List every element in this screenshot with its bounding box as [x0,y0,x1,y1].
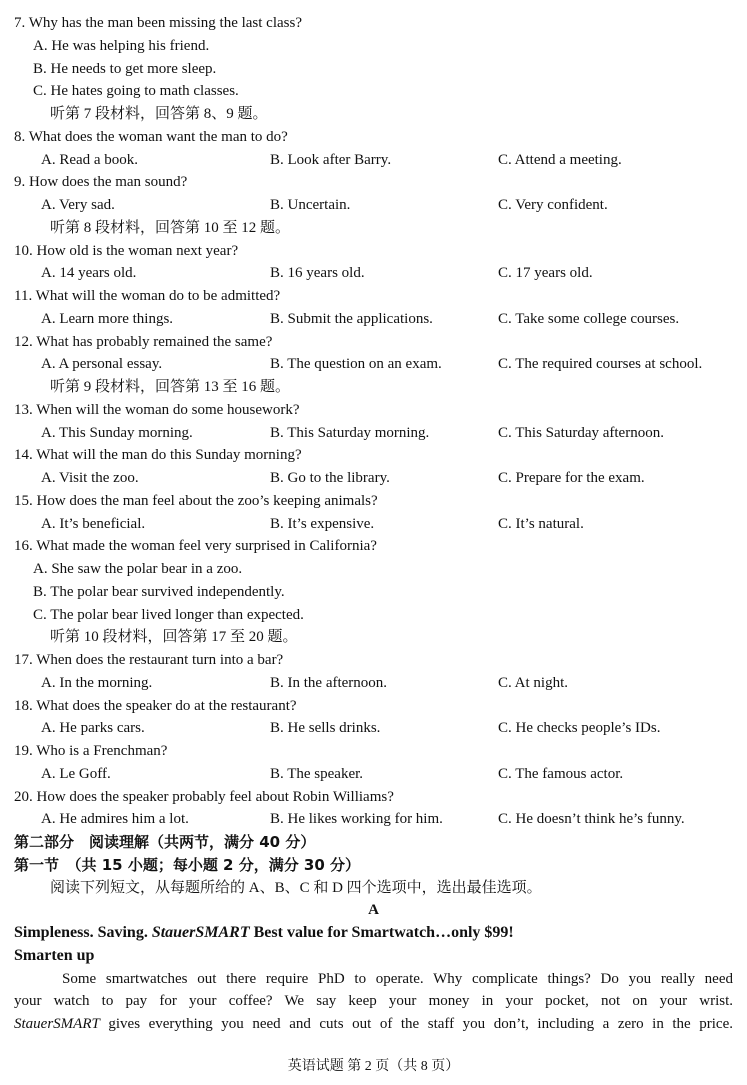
question-text: 14. What will the man do this Sunday morning? [14,447,302,464]
option-b: B. He likes working for him. [270,811,443,828]
option-b: B. In the afternoon. [270,674,388,691]
answer-options-row [0,262,747,285]
part2-heading: 第二部分 阅读理解（共两节，满分 40 分） [14,833,316,851]
answer-options-row [0,353,747,376]
paragraph-line: your watch to pay for your coffee? We say keep your money in your pocket, not on your wrist. [14,993,733,1010]
answer-options-row [0,149,747,172]
answer-option: A. She saw the polar bear in a zoo. [33,561,243,577]
question-text: 10. How old is the woman next year? [14,242,239,259]
reading-instructions: 阅读下列短文，从每题所给的 A、B、C 和 D 四个选项中，选出最佳选项。 [50,879,542,896]
option-c: C. It’s natural. [498,515,584,532]
option-c: C. He doesn’t think he’s funny. [498,811,685,828]
exam-page [0,12,747,1036]
option-c: C. He checks people’s IDs. [498,720,661,737]
option-a: A. A personal essay. [41,356,163,373]
title-brand: StauerSMART [151,924,250,941]
option-c: C. The famous actor. [498,765,624,782]
option-a: A. Read a book. [41,151,139,168]
option-c: C. 17 years old. [498,265,593,282]
option-c: C. Take some college courses. [498,310,680,327]
answer-option: B. The polar bear survived independently. [33,583,285,600]
answer-options-row [0,308,747,331]
answer-option: C. The polar bear lived longer than expected. [33,606,304,623]
passage-label: A [368,902,379,919]
passage-title [0,922,747,945]
answer-options-row [0,717,747,740]
title-post: Best value for Smartwatch…only $99! [249,924,514,941]
answer-options-row [0,672,747,695]
answer-options-row [0,467,747,490]
question-text: 18. What does the speaker do at the restaurant? [14,697,297,714]
question-text: 19. Who is a Frenchman? [14,743,168,759]
paragraph-brand: StauerSMART [14,1016,100,1032]
option-a: A. In the morning. [41,674,153,691]
option-b: B. 16 years old. [270,265,365,282]
option-b: B. Look after Barry. [270,151,392,168]
passage-subtitle: Smarten up [14,946,95,964]
listening-section [0,12,747,831]
paragraph-text: Some smartwatches out there require PhD to operate. Why complicate things? Do you really need [62,970,733,987]
answer-option: A. He was helping his friend. [33,37,210,54]
option-b: B. Go to the library. [270,470,390,486]
option-a: A. Learn more things. [41,310,174,327]
option-a: A. 14 years old. [41,265,137,282]
answer-options-row [0,422,747,445]
option-b: B. The speaker. [270,765,364,782]
paragraph-line [0,1013,747,1036]
option-a: A. Le Goff. [41,765,111,782]
question-text: 20. How does the speaker probably feel about Robin Williams? [14,788,394,805]
option-c: C. Attend a meeting. [498,151,622,168]
option-c: C. Prepare for the exam. [498,470,645,486]
option-b: B. He sells drinks. [270,720,381,737]
answer-options-row [0,763,747,786]
question-text: 11. What will the woman do to be admitted? [14,288,281,304]
paragraph-text: gives everything you need and cuts out of the staff you don’t, including a zero in the price. [99,1016,733,1032]
option-b: B. It’s expensive. [270,515,375,532]
option-c: C. This Saturday afternoon. [498,424,664,441]
section-instruction: 听第 10 段材料，回答第 17 至 20 题。 [50,629,298,646]
option-a: A. He admires him a lot. [41,811,189,828]
question-text: 7. Why has the man been missing the last class? [14,15,302,31]
option-b: B. Uncertain. [270,197,351,213]
option-b: B. Submit the applications. [270,310,433,327]
title-pre: Simpleness. Saving. [14,924,152,941]
answer-option: B. He needs to get more sleep. [33,60,217,77]
section-instruction: 听第 9 段材料，回答第 13 至 16 题。 [50,379,291,395]
option-c: C. The required courses at school. [498,356,703,373]
section1-heading: 第一节 （共 15 小题；每小题 2 分，满分 30 分） [14,855,361,874]
section-instruction: 听第 8 段材料，回答第 10 至 12 题。 [50,219,291,236]
answer-options-row [0,808,747,831]
option-c: C. Very confident. [498,197,608,213]
option-b: B. The question on an exam. [270,356,442,373]
option-a: A. He parks cars. [41,720,145,737]
question-text: 15. How does the man feel about the zoo’s keeping animals? [14,492,378,509]
option-a: A. Very sad. [41,197,115,213]
question-text: 16. What made the woman feel very surprised in California? [14,538,377,555]
question-text: 17. When does the restaurant turn into a bar? [14,652,284,668]
paragraph-line [0,968,747,991]
answer-options-row [0,194,747,217]
option-b: B. This Saturday morning. [270,424,430,441]
page-footer: 英语试题 第 2 页（共 8 页） [287,1059,460,1074]
question-text: 12. What has probably remained the same? [14,333,273,350]
option-a: A. It’s beneficial. [41,515,146,532]
question-text: 8. What does the woman want the man to do? [14,128,288,145]
section-instruction: 听第 7 段材料，回答第 8、9 题。 [50,106,268,122]
answer-option: C. He hates going to math classes. [33,83,239,100]
option-a: A. This Sunday morning. [41,424,193,441]
question-text: 9. How does the man sound? [14,174,188,191]
question-text: 13. When will the woman do some housework? [14,401,300,418]
option-a: A. Visit the zoo. [41,470,139,486]
option-c: C. At night. [498,674,569,691]
answer-options-row [0,513,747,536]
